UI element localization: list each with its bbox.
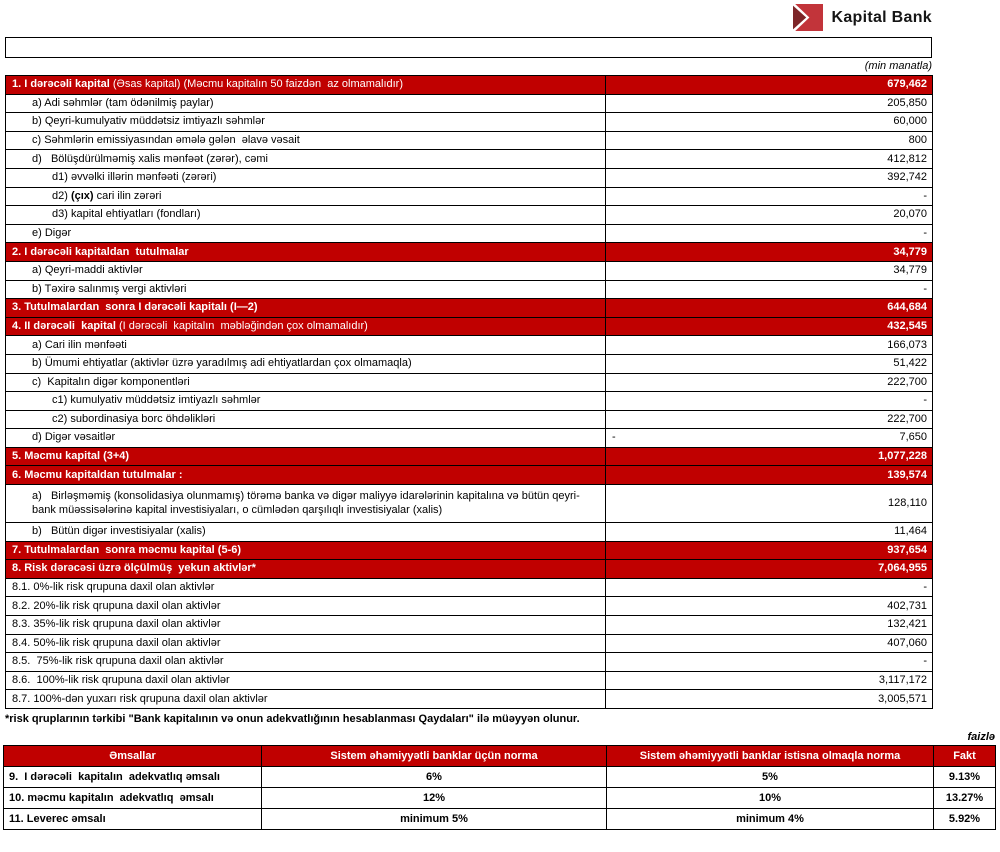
row-value: 412,812 bbox=[606, 150, 933, 169]
row-value: 644,684 bbox=[606, 299, 933, 318]
table-row bbox=[6, 187, 933, 206]
column-header-emsallar: Əmsallar bbox=[4, 746, 262, 767]
row-label: d) Bölüşdürülməmiş xalis mənfəət (zərər), cəmi bbox=[6, 150, 606, 169]
row-value: - 7,650 bbox=[606, 429, 933, 448]
row-label: a) Qeyri-maddi aktivlər bbox=[6, 261, 606, 280]
ratio-fakt: 13.27% bbox=[934, 788, 996, 809]
row-value: 51,422 bbox=[606, 354, 933, 373]
footnote: *risk qruplarının tərkibi "Bank kapitalının və onun adekvatlığının hesablanması Qaydaları" ilə müəyyən olunur. bbox=[5, 713, 580, 725]
row-label: 4. II dərəcəli kapital (I dərəcəli kapitalın məbləğindən çox olmamalıdır) bbox=[6, 317, 606, 336]
table-row bbox=[6, 578, 933, 597]
row-value: 128,110 bbox=[606, 485, 933, 523]
table-row bbox=[6, 671, 933, 690]
table-row bbox=[6, 485, 933, 523]
row-label: 6. Məcmu kapitaldan tutulmalar : bbox=[6, 466, 606, 485]
row-value: 166,073 bbox=[606, 336, 933, 355]
table-row bbox=[6, 336, 933, 355]
row-value: - bbox=[606, 653, 933, 672]
table-row bbox=[6, 597, 933, 616]
table-row bbox=[6, 261, 933, 280]
row-value: - bbox=[606, 224, 933, 243]
table-row bbox=[6, 634, 933, 653]
row-value: - bbox=[606, 187, 933, 206]
kapitalbank-logo-icon bbox=[793, 4, 823, 31]
table-row bbox=[6, 523, 933, 542]
row-value: 11,464 bbox=[606, 523, 933, 542]
row-value: 139,574 bbox=[606, 466, 933, 485]
row-label: 1. I dərəcəli kapital (Əsas kapital) (Məcmu kapitalın 50 faizdən az olmamalıdır) bbox=[6, 76, 606, 95]
row-value: 937,654 bbox=[606, 541, 933, 560]
column-header-fakt: Fakt bbox=[934, 746, 996, 767]
ratio-norma-non-sib: 10% bbox=[607, 788, 934, 809]
table-row bbox=[6, 392, 933, 411]
table-row bbox=[6, 429, 933, 448]
report-title: Bank kapitalının strukturu və adekvatlığı barədə məlumatlar bbox=[5, 37, 932, 58]
column-header-non-sib-norma: Sistem əhəmiyyətli banklar istisna olmaqla norma bbox=[607, 746, 934, 767]
row-value: 432,545 bbox=[606, 317, 933, 336]
row-label: d1) əvvəlki illərin mənfəəti (zərəri) bbox=[6, 168, 606, 187]
row-value: 800 bbox=[606, 131, 933, 150]
row-label: c) Səhmlərin emissiyasından əmələ gələn əlavə vəsait bbox=[6, 131, 606, 150]
capital-structure-table bbox=[5, 75, 933, 709]
ratio-label: 10. məcmu kapitalın adekvatlıq əmsalı bbox=[4, 788, 262, 809]
row-label: 2. I dərəcəli kapitaldan tutulmalar bbox=[6, 243, 606, 262]
row-label: 3. Tutulmalardan sonra I dərəcəli kapitalı (I—2) bbox=[6, 299, 606, 318]
page-header bbox=[0, 0, 1000, 37]
table-row bbox=[6, 354, 933, 373]
row-label: d2) (çıx) cari ilin zərəri bbox=[6, 187, 606, 206]
row-label: 8.5. 75%-lik risk qrupuna daxil olan aktivlər bbox=[6, 653, 606, 672]
ratio-label: 9. I dərəcəli kapitalın adekvatlıq əmsalı bbox=[4, 767, 262, 788]
percent-unit-note: faizlə bbox=[967, 731, 995, 743]
ratio-row bbox=[4, 767, 996, 788]
row-label: 8.1. 0%-lik risk qrupuna daxil olan aktivlər bbox=[6, 578, 606, 597]
row-value: - bbox=[606, 392, 933, 411]
table-row bbox=[6, 94, 933, 113]
column-header-sib-norma: Sistem əhəmiyyətli banklar üçün norma bbox=[262, 746, 607, 767]
row-label: b) Təxirə salınmış vergi aktivləri bbox=[6, 280, 606, 299]
table-row bbox=[6, 76, 933, 95]
table-row bbox=[6, 168, 933, 187]
row-value: - bbox=[606, 578, 933, 597]
capital-table-body bbox=[6, 76, 933, 709]
row-label: 8. Risk dərəcəsi üzrə ölçülmüş yekun aktivlər* bbox=[6, 560, 606, 579]
row-label: 8.6. 100%-lik risk qrupuna daxil olan aktivlər bbox=[6, 671, 606, 690]
ratio-norma-non-sib: minimum 4% bbox=[607, 809, 934, 830]
row-label: 8.7. 100%-dən yuxarı risk qrupuna daxil olan aktivlər bbox=[6, 690, 606, 709]
ratio-header-row bbox=[4, 746, 996, 767]
row-label: b) Qeyri-kumulyativ müddətsiz imtiyazlı səhmlər bbox=[6, 113, 606, 132]
ratio-norma-sib: 6% bbox=[262, 767, 607, 788]
ratio-fakt: 5.92% bbox=[934, 809, 996, 830]
row-label: c1) kumulyativ müddətsiz imtiyazlı səhmlər bbox=[6, 392, 606, 411]
row-label: 7. Tutulmalardan sonra məcmu kapital (5-6) bbox=[6, 541, 606, 560]
kapitalbank-logo-text: Kapital Bank bbox=[831, 8, 932, 26]
table-row bbox=[6, 410, 933, 429]
row-value: 392,742 bbox=[606, 168, 933, 187]
row-value: 20,070 bbox=[606, 206, 933, 225]
row-label: 8.3. 35%-lik risk qrupuna daxil olan aktivlər bbox=[6, 616, 606, 635]
row-label: 5. Məcmu kapital (3+4) bbox=[6, 447, 606, 466]
table-row bbox=[6, 373, 933, 392]
table-row bbox=[6, 447, 933, 466]
table-row bbox=[6, 299, 933, 318]
ratio-row bbox=[4, 809, 996, 830]
row-value: 402,731 bbox=[606, 597, 933, 616]
row-value: 679,462 bbox=[606, 76, 933, 95]
row-value: 3,117,172 bbox=[606, 671, 933, 690]
kapitalbank-logo bbox=[793, 4, 932, 31]
row-value: 34,779 bbox=[606, 243, 933, 262]
table-row bbox=[6, 541, 933, 560]
row-label: d3) kapital ehtiyatları (fondları) bbox=[6, 206, 606, 225]
row-value: 7,064,955 bbox=[606, 560, 933, 579]
row-label: c) Kapitalın digər komponentləri bbox=[6, 373, 606, 392]
table-row bbox=[6, 131, 933, 150]
table-row bbox=[6, 224, 933, 243]
row-value-prefix: - bbox=[612, 431, 616, 444]
row-label: a) Adi səhmlər (tam ödənilmiş paylar) bbox=[6, 94, 606, 113]
table-row bbox=[6, 280, 933, 299]
row-label: b) Bütün digər investisiyalar (xalis) bbox=[6, 523, 606, 542]
row-value: 222,700 bbox=[606, 373, 933, 392]
ratio-norma-non-sib: 5% bbox=[607, 767, 934, 788]
ratio-norma-sib: 12% bbox=[262, 788, 607, 809]
adequacy-ratios-table bbox=[3, 745, 996, 830]
row-value: 60,000 bbox=[606, 113, 933, 132]
row-label: e) Digər bbox=[6, 224, 606, 243]
row-value: 34,779 bbox=[606, 261, 933, 280]
row-label: 8.4. 50%-lik risk qrupuna daxil olan aktivlər bbox=[6, 634, 606, 653]
row-label: c2) subordinasiya borc öhdəlikləri bbox=[6, 410, 606, 429]
row-value: 1,077,228 bbox=[606, 447, 933, 466]
row-label: d) Digər vəsaitlər bbox=[6, 429, 606, 448]
ratio-row bbox=[4, 788, 996, 809]
table-row bbox=[6, 466, 933, 485]
table-row bbox=[6, 690, 933, 709]
unit-note: (min manatla) bbox=[864, 60, 932, 72]
table-row bbox=[6, 317, 933, 336]
table-row bbox=[6, 113, 933, 132]
table-row bbox=[6, 560, 933, 579]
row-value: 132,421 bbox=[606, 616, 933, 635]
table-row bbox=[6, 150, 933, 169]
row-value: 222,700 bbox=[606, 410, 933, 429]
row-value: 407,060 bbox=[606, 634, 933, 653]
ratio-norma-sib: minimum 5% bbox=[262, 809, 607, 830]
ratio-fakt: 9.13% bbox=[934, 767, 996, 788]
row-label: b) Ümumi ehtiyatlar (aktivlər üzrə yaradılmış adi ehtiyatlardan çox olmamaqla) bbox=[6, 354, 606, 373]
table-row bbox=[6, 653, 933, 672]
table-row bbox=[6, 243, 933, 262]
row-label: a) Birləşməmiş (konsolidasiya olunmamış) törəmə banka və digər maliyyə idarələrinin kapitalına və bütün qeyri-bank müəssisələrinə kapital investisiyaları, o cümlədən qarşılıqlı investisiyalar (xalis) bbox=[6, 485, 606, 523]
row-label: a) Cari ilin mənfəəti bbox=[6, 336, 606, 355]
row-label: 8.2. 20%-lik risk qrupuna daxil olan aktivlər bbox=[6, 597, 606, 616]
ratio-label: 11. Leverec əmsalı bbox=[4, 809, 262, 830]
row-value: 205,850 bbox=[606, 94, 933, 113]
table-row bbox=[6, 616, 933, 635]
table-row bbox=[6, 206, 933, 225]
row-value: 3,005,571 bbox=[606, 690, 933, 709]
ratio-table-body bbox=[4, 767, 996, 830]
row-value: - bbox=[606, 280, 933, 299]
